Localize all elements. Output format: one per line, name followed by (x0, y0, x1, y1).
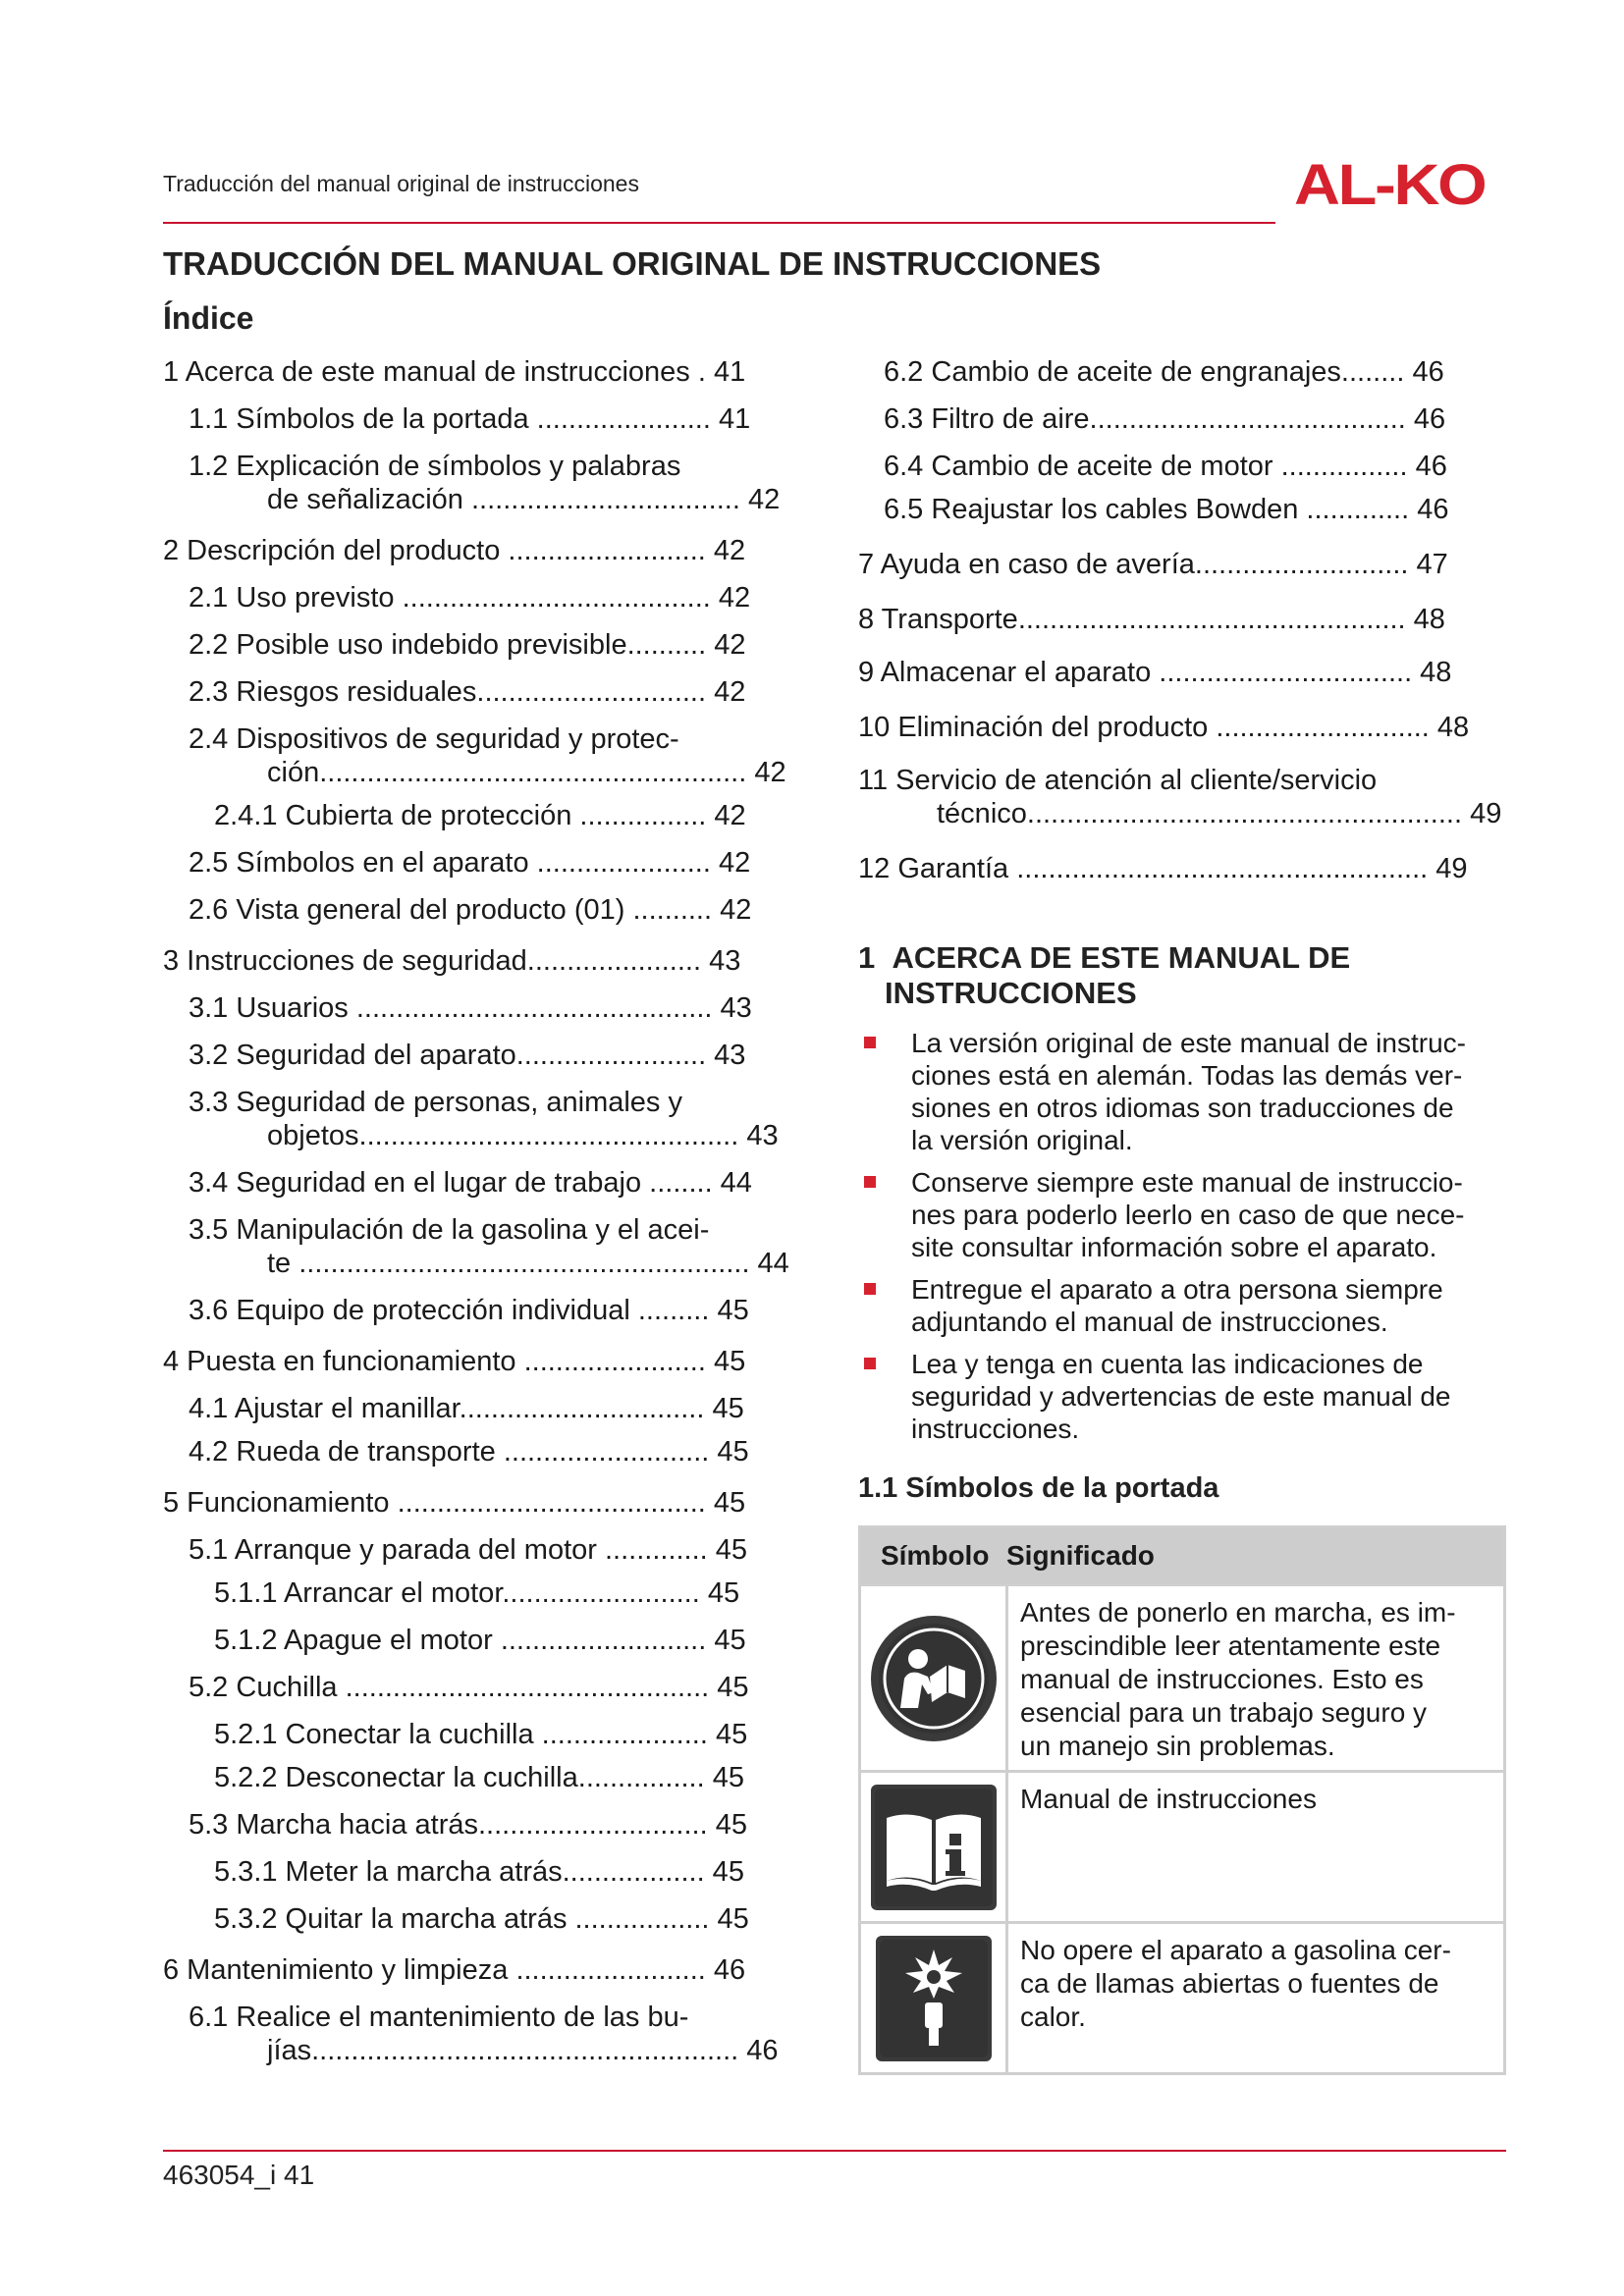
meaning-line: ca de llamas abiertas o fuentes de (1020, 1968, 1439, 1999)
symbol-table (858, 1525, 1506, 2075)
toc-entry[interactable] (163, 1435, 801, 1468)
toc-entry-line: 3.4 Seguridad en el lugar de trabajo ........ 44 (189, 1167, 752, 1199)
toc-entry-line: 2.3 Riesgos residuales............................. 42 (189, 676, 746, 708)
toc-entry[interactable] (163, 944, 801, 978)
toc-entry[interactable] (163, 799, 801, 832)
toc-entry[interactable] (163, 1294, 801, 1327)
bullet-line: nes para poderlo leerlo en caso de que nece- (911, 1200, 1465, 1230)
toc-entry[interactable] (858, 402, 1496, 436)
toc-entry-line: 2.4 Dispositivos de seguridad y protec- (189, 723, 679, 755)
toc-entry-line: 2.6 Vista general del producto (01) .......... 42 (189, 894, 752, 926)
toc-entry-line: jías...................................................... 46 (267, 2035, 779, 2066)
header-symbol: Símbolo (881, 1540, 990, 1571)
toc-entry[interactable] (163, 1345, 801, 1378)
toc-entry-line: objetos................................................ 43 (267, 1120, 779, 1151)
bullet-line: Entregue el aparato a otra persona siempre (911, 1274, 1443, 1305)
meaning-text (1008, 1586, 1503, 1770)
meaning-text (1008, 1773, 1503, 1921)
bullet-item (858, 1273, 1506, 1338)
toc-entry[interactable] (163, 991, 801, 1025)
toc-entry-line: 3.1 Usuarios ............................................. 43 (189, 992, 752, 1024)
bullet-line: La versión original de este manual de instruc- (911, 1028, 1466, 1058)
section-title-line2: INSTRUCCIONES (885, 976, 1137, 1010)
toc-entry[interactable] (163, 450, 801, 516)
meaning-line: No opere el aparato a gasolina cer- (1020, 1935, 1451, 1965)
section-1-heading (858, 940, 1350, 1011)
toc-entry[interactable] (163, 1166, 801, 1200)
toc-entry-line: te ......................................................... 44 (267, 1248, 789, 1279)
toc-entry-line: 8 Transporte................................................. 48 (858, 604, 1445, 635)
toc-entry[interactable] (163, 355, 801, 389)
toc-entry-line: 3.5 Manipulación de la gasolina y el acei- (189, 1214, 710, 1246)
toc-entry-line: técnico....................................................... 49 (937, 798, 1502, 829)
toc-title: Índice (163, 300, 254, 336)
toc-entry[interactable] (163, 722, 801, 789)
toc-entry-line: 5.3.1 Meter la marcha atrás.................. 45 (214, 1856, 744, 1888)
toc-entry[interactable] (163, 1718, 801, 1751)
section-number: 1 (858, 940, 876, 975)
bullet-square-icon (864, 1358, 876, 1369)
section-title-line1: ACERCA DE ESTE MANUAL DE (892, 940, 1351, 975)
toc-entry[interactable] (163, 628, 801, 662)
toc-entry[interactable] (163, 534, 801, 567)
toc-entry[interactable] (858, 548, 1496, 581)
bullet-list (858, 1027, 1506, 1455)
bullet-line: siones en otros idiomas son traducciones de (911, 1093, 1454, 1123)
toc-entry-line: 4.1 Ajustar el manillar............................... 45 (189, 1393, 744, 1424)
bullet-line: site consultar información sobre el aparato. (911, 1232, 1437, 1262)
toc-entry[interactable] (858, 656, 1496, 689)
toc-entry[interactable] (858, 852, 1496, 885)
toc-entry-line: 6.2 Cambio de aceite de engranajes........ 46 (884, 356, 1444, 388)
toc-entry-line: 4.2 Rueda de transporte .......................... 45 (189, 1436, 749, 1468)
bullet-line: seguridad y advertencias de este manual de (911, 1381, 1451, 1412)
toc-entry-line: 5.2.2 Desconectar la cuchilla................ 45 (214, 1762, 744, 1793)
toc-entry[interactable] (163, 846, 801, 880)
header-meaning: Significado (1006, 1540, 1155, 1571)
meaning-line: prescindible leer atentamente este (1020, 1630, 1441, 1661)
table-row (861, 1770, 1503, 1921)
toc-entry[interactable] (163, 1902, 801, 1936)
toc-entry-line: 1.2 Explicación de símbolos y palabras (189, 451, 681, 482)
toc-entry[interactable] (163, 1761, 801, 1794)
toc-entry-line: 6.3 Filtro de aire........................................ 46 (884, 403, 1446, 435)
toc-entry-line: 3 Instrucciones de seguridad...................... 43 (163, 945, 741, 977)
header-rule (163, 222, 1275, 224)
footer-rule (163, 2150, 1506, 2152)
toc-entry-line: 5.3 Marcha hacia atrás............................. 45 (189, 1809, 747, 1841)
toc-entry-line: 5.2.1 Conectar la cuchilla ..................... 45 (214, 1719, 748, 1750)
page-footer: 463054_i 41 (163, 2160, 315, 2190)
header-text: Traducción del manual original de instrucciones (163, 171, 639, 196)
meaning-line: calor. (1020, 2002, 1086, 2032)
toc-entry[interactable] (163, 581, 801, 614)
toc-entry[interactable] (163, 1213, 801, 1280)
toc-entry[interactable] (858, 450, 1496, 483)
toc-entry-line: 5.1.1 Arrancar el motor......................... 45 (214, 1577, 740, 1609)
meaning-line: manual de instrucciones. Esto es (1020, 1664, 1424, 1694)
read-manual-icon (871, 1616, 997, 1741)
bullet-item (858, 1027, 1506, 1156)
meaning-line: un manejo sin problemas. (1020, 1731, 1335, 1761)
meaning-text (1008, 1924, 1503, 2072)
toc-entry[interactable] (858, 603, 1496, 636)
toc-entry[interactable] (163, 1533, 801, 1567)
alko-logo: AL-KO (1294, 153, 1486, 217)
toc-entry-line: 5.1 Arranque y parada del motor ............. 45 (189, 1534, 748, 1566)
bullet-square-icon (864, 1037, 876, 1048)
bullet-line: Conserve siempre este manual de instruccio- (911, 1167, 1463, 1198)
meaning-line: Antes de ponerlo en marcha, es im- (1020, 1597, 1456, 1628)
toc-entry-line: 6.5 Reajustar los cables Bowden ............. 46 (884, 494, 1449, 525)
bullet-item (858, 1348, 1506, 1445)
toc-right-column (858, 355, 1502, 885)
toc-entry[interactable] (163, 1486, 801, 1520)
toc-entry-line: 3.3 Seguridad de personas, animales y (189, 1087, 682, 1118)
toc-entry-line: 2.5 Símbolos en el aparato ...................... 42 (189, 847, 751, 879)
meaning-line: esencial para un trabajo seguro y (1020, 1697, 1428, 1728)
toc-entry[interactable] (163, 1392, 801, 1425)
toc-entry[interactable] (163, 1808, 801, 1842)
bullet-item (858, 1166, 1506, 1263)
toc-entry-line: 6.1 Realice el mantenimiento de las bu- (189, 2002, 689, 2033)
toc-entry-line: ción...................................................... 42 (267, 757, 786, 788)
bullet-line: Lea y tenga en cuenta las indicaciones de (911, 1349, 1424, 1379)
bullet-line: adjuntando el manual de instrucciones. (911, 1307, 1388, 1337)
instruction-manual-icon (871, 1785, 997, 1910)
document-title: TRADUCCIÓN DEL MANUAL ORIGINAL DE INSTRUCCIONES (163, 245, 1102, 282)
toc-entry-line: 10 Eliminación del producto ........................... 48 (858, 712, 1470, 743)
toc-entry-line: 5.2 Cuchilla .............................................. 45 (189, 1672, 749, 1703)
toc-entry-line: 3.2 Seguridad del aparato........................ 43 (189, 1040, 746, 1071)
toc-entry[interactable] (163, 675, 801, 709)
toc-entry[interactable] (163, 2001, 801, 2067)
toc-entry-line: 5 Funcionamiento ....................................... 45 (163, 1487, 746, 1519)
toc-entry-line: 2.1 Uso previsto ....................................... 42 (189, 582, 751, 614)
toc-entry[interactable] (163, 893, 801, 927)
bullet-line: la versión original. (911, 1125, 1133, 1155)
toc-entry-line: 4 Puesta en funcionamiento ....................... 45 (163, 1346, 746, 1377)
toc-entry[interactable] (163, 1576, 801, 1610)
toc-entry-line: 2 Descripción del producto ......................... 42 (163, 535, 746, 566)
toc-entry[interactable] (163, 1855, 801, 1889)
toc-entry[interactable] (858, 764, 1502, 830)
meaning-line: Manual de instrucciones (1020, 1784, 1317, 1814)
toc-entry-line: 6.4 Cambio de aceite de motor ................ 46 (884, 451, 1447, 482)
toc-entry-line: 5.1.2 Apague el motor .......................... 45 (214, 1625, 746, 1656)
toc-entry[interactable] (163, 1953, 801, 1987)
toc-entry[interactable] (163, 402, 801, 436)
toc-entry-line: 2.4.1 Cubierta de protección ................ 42 (214, 800, 746, 831)
toc-entry-line: 1 Acerca de este manual de instrucciones . 41 (163, 356, 746, 388)
toc-entry-line: 5.3.2 Quitar la marcha atrás ................. 45 (214, 1903, 749, 1935)
toc-entry-line: 2.2 Posible uso indebido previsible.......... 42 (189, 629, 746, 661)
toc-entry[interactable] (858, 711, 1496, 744)
table-row (861, 1921, 1503, 2072)
subsection-heading: 1.1 Símbolos de la portada (858, 1472, 1219, 1504)
toc-entry-line: 1.1 Símbolos de la portada ...................... 41 (189, 403, 751, 435)
table-row (861, 1583, 1503, 1770)
toc-entry[interactable] (858, 493, 1496, 526)
toc-entry[interactable] (163, 1039, 801, 1072)
toc-entry-line: 3.6 Equipo de protección individual ......... 45 (189, 1295, 749, 1326)
toc-entry[interactable] (858, 355, 1496, 389)
toc-entry[interactable] (163, 1671, 801, 1704)
toc-entry-line: de señalización .................................. 42 (267, 484, 781, 515)
bullet-line: instrucciones. (911, 1414, 1080, 1444)
bullet-square-icon (864, 1176, 876, 1188)
table-header (861, 1528, 1503, 1583)
toc-entry-line: 7 Ayuda en caso de avería........................... 47 (858, 549, 1448, 580)
toc-left-column (163, 355, 801, 2067)
bullet-square-icon (864, 1283, 876, 1295)
toc-entry-line: 11 Servicio de atención al cliente/servicio (858, 765, 1378, 796)
toc-entry-line: 12 Garantía .................................................... 49 (858, 853, 1468, 884)
toc-entry-line: 9 Almacenar el aparato ................................ 48 (858, 657, 1452, 688)
toc-entry[interactable] (163, 1624, 801, 1657)
toc-entry[interactable] (163, 1086, 801, 1152)
no-open-flame-icon (876, 1936, 992, 2061)
toc-entry-line: 6 Mantenimiento y limpieza ........................ 46 (163, 1954, 746, 1986)
bullet-line: ciones está en alemán. Todas las demás ver- (911, 1060, 1463, 1091)
